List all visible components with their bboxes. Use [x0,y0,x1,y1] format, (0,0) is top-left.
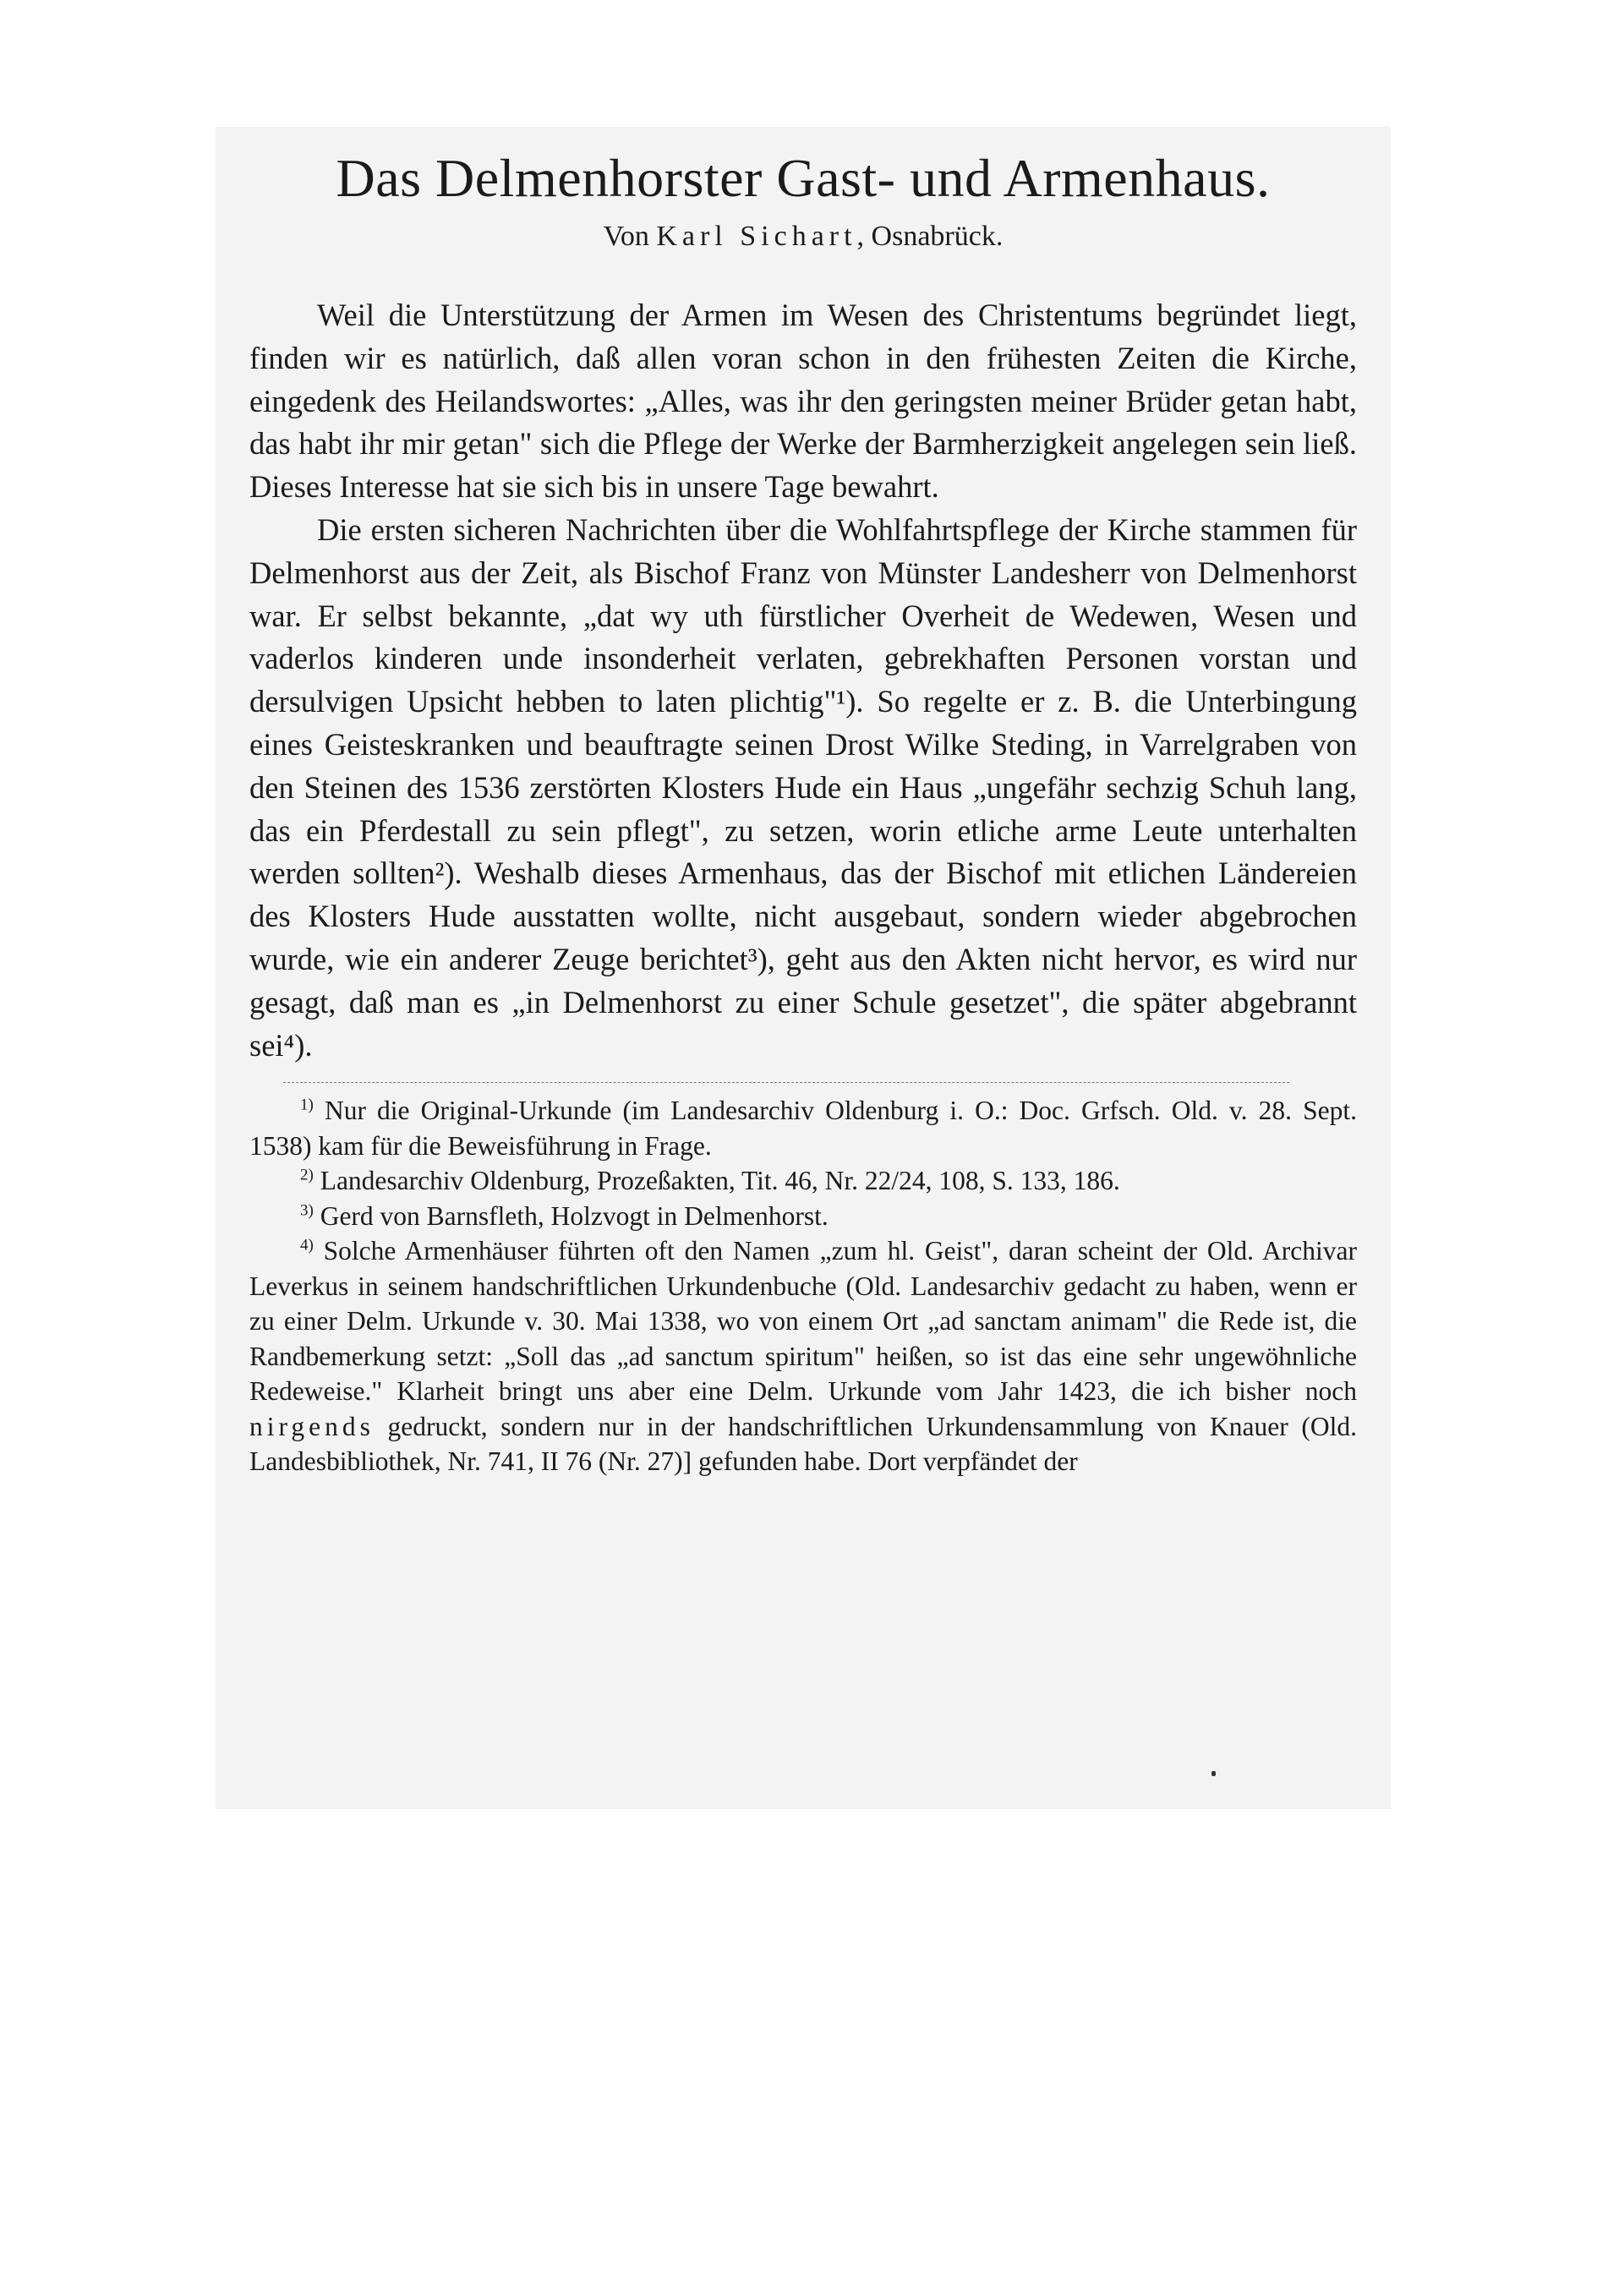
footnote-text: Landesarchiv Oldenburg, Prozeßakten, Tit. 46, Nr. 22/24, 108, S. 133, 186. [320,1166,1120,1196]
article-body [249,294,1357,1067]
author-name: Karl Sichart [656,221,857,252]
scan-speck [1211,1771,1216,1776]
byline [249,216,1357,257]
body-paragraph: Die ersten sicheren Nachrichten über die Wohlfahrtspflege der Kirche stammen für Delmenhorst aus der Zeit, als Bischof Franz von Münster Landesherr von Delmenhorst war. Er selbst bekannte, „dat wy uth fürstlicher Overheit de Wedewen, Wesen und vaderlos kinderen unde insonderheit verlaten, gebrekhaften Personen vorstan und dersulvigen Upsicht hebben to laten plichtig"¹). So regelte er z. B. die Unterbingung eines Geisteskranken und beauftragte seinen Drost Wilke Steding, in Varrelgraben von den Steinen des 1536 zerstörten Klosters Hude ein Haus „ungefähr sechzig Schuh lang, das ein Pferdestall zu sein pflegt", zu setzen, worin etliche arme Leute unterhalten werden sollten²). Weshalb dieses Armenhaus, das der Bischof mit etlichen Ländereien des Klosters Hude ausstatten wollte, nicht ausgebaut, sondern wieder abgebrochen wurde, wie ein anderer Zeuge berichtet³), geht aus den Akten nicht hervor, es wird nur gesagt, daß man es „in Delmenhorst zu einer Schule gesetzet", die später abgebrannt sei⁴). [249,511,1357,1063]
byline-prefix: Von [603,221,649,252]
footnotes [249,1093,1357,1479]
spaced-emphasis: nirgends [249,1411,375,1441]
byline-suffix: , Osnabrück. [856,221,1004,252]
footnote-mark: 3) [300,1201,314,1220]
document-page [249,144,1357,1479]
footnote-text: gedruckt, sondern nur in der handschriftlichen Urkundensammlung von Knauer (Old. Landesbibliothek, Nr. 741, II 76 (Nr. 27)] gefunden habe. Dort verpfändet der [249,1411,1357,1477]
footnote-mark: 1) [300,1096,314,1114]
footnote [249,1199,1357,1234]
footnote-divider [283,1082,1289,1083]
footnote [249,1163,1357,1199]
footnote-mark: 2) [300,1166,314,1184]
footnote [249,1093,1357,1163]
body-paragraph: Weil die Unterstützung der Armen im Wesen des Christentums begründet liegt, finden wir es natürlich, daß allen voran schon in den frühesten Zeiten die Kirche, eingedenk des Heilandswortes: „Alles, was ihr den geringsten meiner Brüder getan habt, das habt ihr mir getan" sich die Pflege der Werke der Barmherzigkeit angelegen sein ließ. Dieses Interesse hat sie sich bis in unsere Tage bewahrt. [249,298,1357,505]
footnote-text: Solche Armenhäuser führten oft den Namen „zum hl. Geist", daran scheint der Old. Archivar Leverkus in seinem handschriftlichen Urkundenbuche (Old. Landesarchiv gedacht zu haben, wenn er zu einer Delm. Urkunde v. 30. Mai 1338, wo von einem Ort „ad sanctam animam" die Rede ist, die Randbemerkung setzt: „Soll das „ad sanctum spiritum" heißen, so ist das eine sehr ungewöhnliche Redeweise." Klarheit bringt uns aber eine Delm. Urkunde vom Jahr 1423, die ich bisher noch [249,1236,1357,1407]
footnote-text: Nur die Original-Urkunde (im Landesarchiv Oldenburg i. O.: Doc. Grfsch. Old. v. 28. Sept. 1538) kam für die Beweisführung in Frage. [249,1096,1358,1161]
footnote-text: Gerd von Barnsfleth, Holzvogt in Delmenhorst. [320,1200,829,1231]
footnote-mark: 4) [300,1236,314,1255]
article-title: Das Delmenhorster Gast- und Armenhaus. [336,148,1271,208]
footnote [249,1233,1357,1479]
